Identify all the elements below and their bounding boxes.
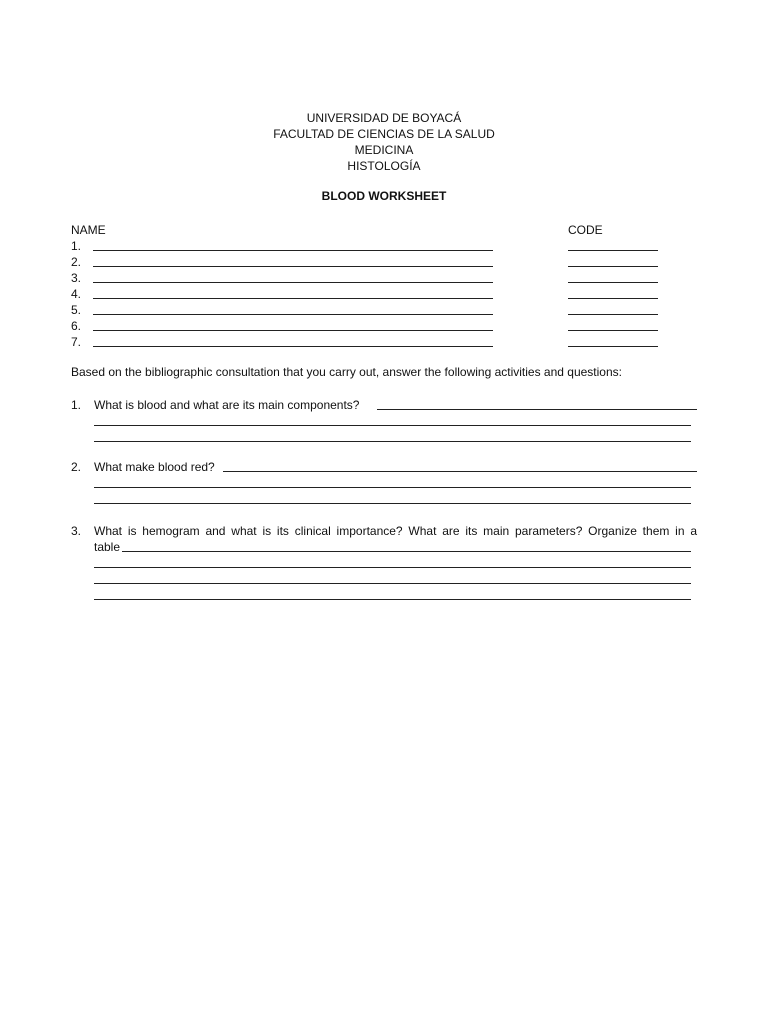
roster-row [71, 318, 671, 334]
question-2 [71, 459, 699, 507]
question-text-continued: table [94, 540, 121, 554]
code-blank[interactable] [568, 254, 658, 267]
course-name: HISTOLOGÍA [347, 159, 421, 173]
roster-row [71, 254, 671, 270]
question-text: What is blood and what are its main components? [94, 398, 360, 412]
instructions: Based on the bibliographic consultation that you carry out, answer the following activities and questions: [71, 365, 622, 379]
row-number: 4. [71, 287, 82, 301]
roster-row [71, 238, 671, 254]
row-number: 6. [71, 319, 82, 333]
code-blank[interactable] [568, 286, 658, 299]
code-blank[interactable] [568, 318, 658, 331]
answer-line[interactable] [94, 413, 691, 426]
row-number: 1. [71, 239, 82, 253]
row-number: 3. [71, 271, 82, 285]
program-name: MEDICINA [354, 143, 414, 157]
code-column-header: CODE [568, 223, 603, 237]
question-number: 3. [71, 524, 82, 538]
answer-line[interactable] [94, 429, 691, 442]
answer-line[interactable] [122, 539, 691, 552]
question-number: 1. [71, 398, 82, 412]
answer-line[interactable] [94, 555, 691, 568]
name-blank[interactable] [93, 334, 493, 347]
code-blank[interactable] [568, 238, 658, 251]
code-blank[interactable] [568, 302, 658, 315]
answer-line[interactable] [223, 459, 697, 472]
question-1 [71, 397, 699, 445]
question-text: What is hemogram and what is its clinical importance? What are its main parameters? Organize them in a [94, 524, 697, 538]
code-blank[interactable] [568, 334, 658, 347]
roster-row [71, 302, 671, 318]
name-blank[interactable] [93, 286, 493, 299]
row-number: 7. [71, 335, 82, 349]
answer-line[interactable] [94, 571, 691, 584]
roster-row [71, 270, 671, 286]
university-name: UNIVERSIDAD DE BOYACÁ [306, 111, 462, 125]
name-blank[interactable] [93, 318, 493, 331]
question-3 [71, 523, 699, 605]
worksheet-title: BLOOD WORKSHEET [321, 189, 447, 203]
code-blank[interactable] [568, 270, 658, 283]
row-number: 2. [71, 255, 82, 269]
question-text: What make blood red? [94, 460, 215, 474]
answer-line[interactable] [94, 475, 691, 488]
name-blank[interactable] [93, 254, 493, 267]
faculty-name: FACULTAD DE CIENCIAS DE LA SALUD [273, 127, 495, 141]
question-number: 2. [71, 460, 82, 474]
roster-row [71, 334, 671, 350]
name-blank[interactable] [93, 302, 493, 315]
answer-line[interactable] [94, 491, 691, 504]
name-blank[interactable] [93, 270, 493, 283]
answer-line[interactable] [377, 397, 697, 410]
name-blank[interactable] [93, 238, 493, 251]
answer-line[interactable] [94, 587, 691, 600]
document-header [0, 110, 768, 174]
row-number: 5. [71, 303, 82, 317]
name-column-header: NAME [71, 223, 106, 237]
roster-row [71, 286, 671, 302]
